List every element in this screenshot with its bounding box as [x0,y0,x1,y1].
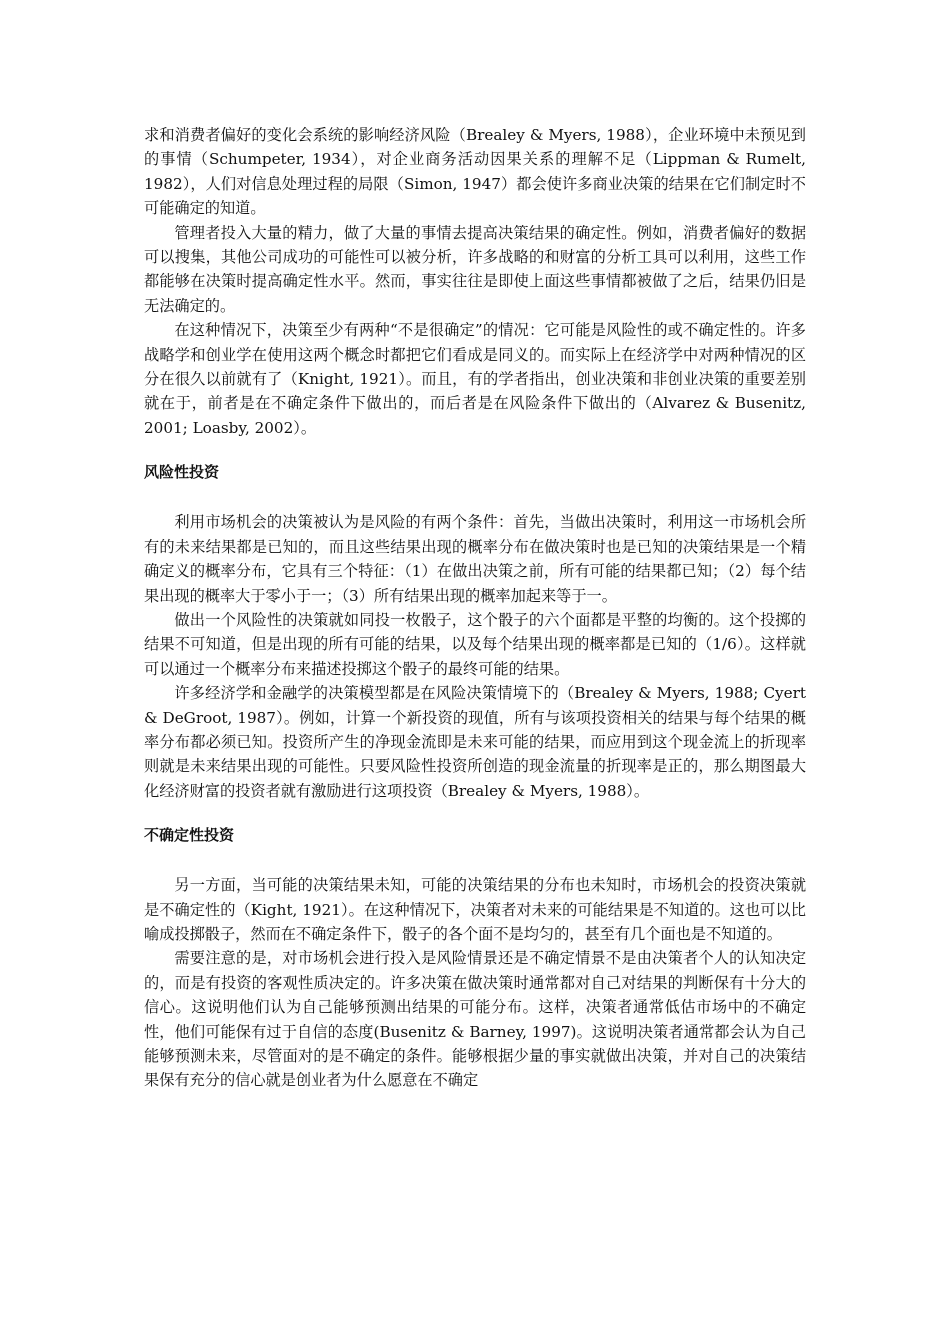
body-paragraph: 在这种情况下，决策至少有两种“不是很确定”的情况：它可能是风险性的或不确定性的。许多战略学和创业学在使用这两个概念时都把它们看成是同义的。而实际上在经济学中对两种情况的区分在很久以前就有了（Knight, 1921）。而且，有的学者指出，创业决策和非创业决策的重要差别就在于，前者是在不确定条件下做出的，而后者是在风险条件下做出的（Alvarez & Busenitz, 2001; Loasby, 2002）。 [144,321,806,437]
body-paragraph: 利用市场机会的决策被认为是风险的有两个条件：首先，当做出决策时，利用这一市场机会所有的未来结果都是已知的，而且这些结果出现的概率分布在做决策时也是已知的决策结果是一个精确定义的概率分布，它具有三个特征：（1）在做出决策之前，所有可能的结果都已知；（2）每个结果出现的概率大于零小于一；（3）所有结果出现的概率加起来等于一。 [144,513,806,605]
section-heading-uncertainty-investment: 不确定性投资 [144,826,235,845]
spacer [144,803,806,823]
document-page [144,123,806,1093]
body-paragraph: 另一方面，当可能的决策结果未知，可能的决策结果的分布也未知时，市场机会的投资决策就是不确定性的（Kight, 1921）。在这种情况下，决策者对未来的可能结果是不知道的。这也可以比喻成投掷骰子，然而在不确定条件下，骰子的各个面不是均匀的，甚至有几个面也是不知道的。 [144,876,806,943]
section-heading-risk-investment: 风险性投资 [144,463,220,482]
body-paragraph: 需要注意的是，对市场机会进行投入是风险情景还是不确定情景不是由决策者个人的认知决定的，而是有投资的客观性质决定的。许多决策在做决策时通常都对自己对结果的判断保有十分大的信心。这说明他们认为自己能够预测出结果的可能分布。这样，决策者通常低估市场中的不确定性，他们可能保有过于自信的态度(Busenitz & Barney, 1997)。这说明决策者通常都会认为自己能够预测未来，尽管面对的是不确定的条件。能够根据少量的事实就做出决策，并对自己的决策结果保有充分的信心就是创业者为什么愿意在不确定 [144,949,806,1090]
spacer [144,847,806,873]
body-paragraph: 做出一个风险性的决策就如同投一枚骰子，这个骰子的六个面都是平整的均衡的。这个投掷的结果不可知道，但是出现的所有可能的结果，以及每个结果出现的概率都是已知的（1/6）。这样就可以通过一个概率分布来描述投掷这个骰子的最终可能的结果。 [144,610,806,678]
spacer [144,484,806,510]
body-paragraph: 求和消费者偏好的变化会系统的影响经济风险（Brealey & Myers, 1988），企业环境中未预见到的事情（Schumpeter, 1934），对企业商务活动因果关系的理解不足（Lippman & Rumelt, 1982），人们对信息处理过程的局限（Simon, 1947）都会使许多商业决策的结果在它们制定时不可能确定的知道。 [144,126,806,218]
spacer [144,440,806,460]
body-paragraph: 管理者投入大量的精力，做了大量的事情去提高决策结果的确定性。例如，消费者偏好的数据可以搜集，其他公司成功的可能性可以被分析，许多战略的和财富的分析工具可以利用，这些工作都能够在决策时提高确定性水平。然而，事实往往是即使上面这些事情都被做了之后，结果仍旧是无法确定的。 [144,223,806,315]
body-paragraph: 许多经济学和金融学的决策模型都是在风险决策情境下的（Brealey & Myers, 1988; Cyert & DeGroot, 1987）。例如，计算一个新投资的现值，所有与该项投资相关的结果与每个结果的概率分布都必须已知。投资所产生的净现金流即是未来可能的结果，而应用到这个现金流上的折现率则就是未来结果出现的可能性。只要风险性投资所创造的现金流量的折现率是正的，那么期图最大化经济财富的投资者就有激励进行这项投资（Brealey & Myers, 1988）。 [144,684,806,800]
